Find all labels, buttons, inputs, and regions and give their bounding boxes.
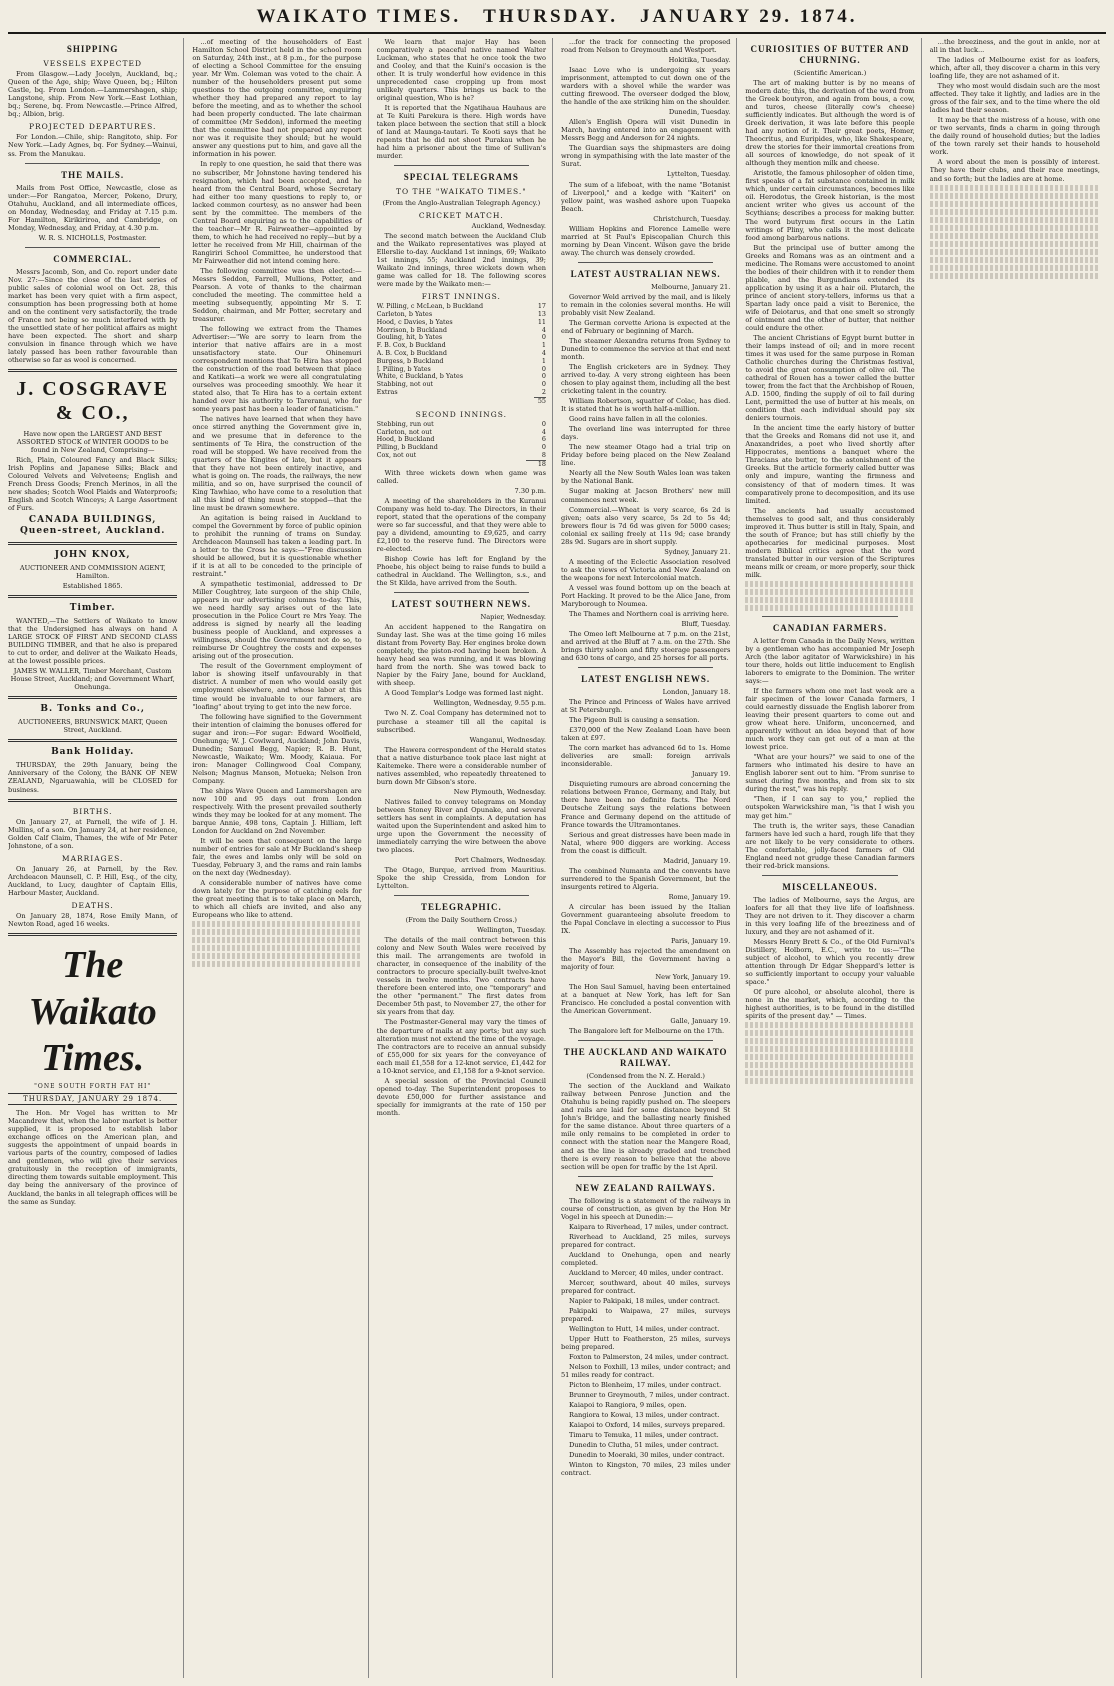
marriages-heading: MARRIAGES. — [61, 853, 124, 863]
list-item: Upper Hutt to Featherston, 25 miles, surveys being prepared. — [560, 1335, 731, 1352]
leader-text: The Hon. Mr Vogel has written to Mr Macandrew that, when the labor market is better supplied, it is proposed to establish labor exchange offices on the American plan, and suggests the appointment of unpaid boards in various parts of the country, composed of ladies and gentlemen, who will give their services gratuitously in the reception of immigrants, directing them towards suitable employment. This day being the anniversary of the province of Auckland, the banks in all telegraph offices will be the same as Sunday. — [8, 1109, 178, 1206]
list-item: Winton to Kingston, 70 miles, 23 miles under contract. — [560, 1461, 731, 1478]
tonks-ad-sub: AUCTIONEERS, BRUNSWICK MART, Queen Street, Auckland. — [17, 718, 168, 735]
divider — [8, 696, 177, 699]
railway-heading: THE AUCKLAND AND WAIKATO RAILWAY. — [563, 1047, 728, 1069]
article-text: The following is a statement of the railways in course of construction, as given by the Hon Mr Vogel in his speech at Dunedin:— — [560, 1196, 731, 1221]
dateline-place: New Plymouth, Wednesday. — [453, 787, 546, 796]
table-row: Gouling, hit, b Yates 0 — [376, 333, 546, 342]
telegrams-subheading: TO THE "WAIKATO TIMES." — [395, 187, 527, 197]
butter-source: (Scientific American.) — [793, 68, 867, 77]
article-text: A meeting of the shareholders in the Kuranui Company was held to-day. The Directors, in their report, stated that the operations of the company were so far successful, and that they were able to pay a dividend, amounting to £9,625, and carry £2,100 to the reserve fund. The Directors were re-elected. — [376, 496, 546, 553]
article-text: It may be that the mistress of a house, with one or two servants, finds a charm in going through the daily round of household duties; but the ladies of the town rarely set their hands to household work. — [929, 116, 1100, 157]
list-item: Nelson to Foxhill, 13 miles, under contract; and 51 miles ready for contract. — [560, 1363, 731, 1380]
article-text: A Good Templar's Lodge was formed last night. — [384, 689, 544, 698]
dateline-place: Wellington, Wednesday, 9.55 p.m. — [433, 699, 546, 708]
list-item: Napier to Pakipaki, 18 miles, under contract. — [568, 1296, 720, 1305]
dateline-place: Dunedin, Tuesday. — [668, 108, 731, 117]
article-text: Good rains have fallen in all the colonies. — [568, 415, 708, 424]
first-innings-table — [377, 303, 546, 406]
table-row: Stebbing, run out 0 — [376, 419, 546, 428]
article-text: Messrs Henry Brett & Co., of the Old Furnival's Distillery, Holborn, E.C., write to us:—"The subject of alcohol, to which you recently drew attention through Dr Edgar Sheppard's letter is so sufficiently important to occupy your valuable space." — [745, 937, 915, 986]
faded-text — [745, 1038, 914, 1044]
dateline-place: Wanganui, Wednesday. — [469, 735, 546, 744]
faded-text — [745, 1054, 914, 1060]
faded-text — [930, 233, 1100, 239]
article-text: A vessel was found bottom up on the beach at Port Hacking. It proved to be the Alice Jane, from Maryborough to Noumea. — [560, 583, 731, 608]
cosgrave-ad-heading: J. COSGRAVE & CO., — [16, 378, 170, 425]
faded-text — [930, 257, 1100, 263]
article-text: It is reported that the Ngatihaua Hauhaus are at Te Kuiti Parekura is there. High words have taken place between the section that still a block of land at Maunga-tautari. Te Kooti says that he repents that he did not shoot Purakau when he had him a prisoner about the time of Sullivan's murder. — [376, 104, 546, 161]
dateline-place: Sydney, January 21. — [664, 547, 731, 556]
article-text: The natives have learned that when they have once stirred anything the Government give in, and we presume that in deference to the sentiments of Te Hira, the construction of the road will be stopped. We have received from the quarters of the Kingites of late, but it appears that they have not been entirely inactive, and what is going on. The roads, the railways, the new militia, and so on, have surprised the council of King Tawhiao, who have come to a resolution that all this kind of thing must be stopped—that the line must be drawn somewhere. — [192, 415, 362, 512]
dateline-place: Napier, Wednesday. — [480, 613, 546, 622]
article-text: The Hawera correspondent of the Herald states that a native disturbance took place last night at Kaitemeke. There were a considerable number of natives assembled, who repeatedly threatened to burn down Mr Gibson's store. — [376, 745, 546, 786]
article-text: A circular has been issued by the Italian Government guaranteeing absolute freedom to the Papal Conclave in electing a successor to Pius IX. — [560, 902, 731, 935]
dateline-place: Bluff, Tuesday. — [681, 619, 731, 628]
article-text: William Robertson, squatter of Colac, has died. It is stated that he is worth half-a-million. — [560, 397, 731, 414]
divider — [578, 1040, 714, 1041]
butter-heading: CURIOSITIES OF BUTTER AND CHURNING. — [750, 44, 910, 65]
article-text: The ladies of Melbourne exist for as loafers, which, after all, they discover a charm in this very loafing life, they are not ashamed of it. — [929, 56, 1100, 81]
table-row: Extras 2 — [376, 388, 546, 397]
article-text: The Postmaster-General may vary the times of the departure of mails at any ports; but any such alteration must not extend the time of the voyage. The contractors are to receive an annual subsidy of £55,000 for six years for the conveyance of each mail £1,558 for a 12-knot service, £1,442 for a 10-knot service, and £1,158 for a 9-knot service. — [376, 1018, 546, 1075]
article-text: The ships Wave Queen and Lammershagen are now 100 and 95 days out from London respectively. With the present prevailed southerly winds they may be looked for at any moment. The barque Annie, 498 tons, Captain J. Hilliam, left London for Auckland on 2nd November. — [192, 786, 362, 835]
dateline-place: Port Chalmers, Wednesday. — [454, 856, 546, 864]
faded-text — [192, 937, 361, 943]
article-text: The steamer Alexandra returns from Sydney to Dunedin to commence the service at that end next month. — [560, 336, 731, 361]
article-text: Governor Weld arrived by the mail, and is likely to remain in the colonies several months. He will probably visit New Zealand. — [560, 292, 731, 317]
paper-title: The Waikato Times. — [28, 944, 157, 1079]
article-text: A sympathetic testimonial, addressed to Dr Miller Coughtrey, late surgeon of the ship Chile, appears in our advertising columns to-day. This, we need hardly say arises out of the late prosecution in the Police Court re Mrs Yeay. The address is signed by nearly all the leading business people of Auckland, and expresses a willingness, should the Government not do so, to reimburse Dr Coughtrey the costs and expenses arising out of the prosecution. — [192, 580, 362, 661]
faded-text — [745, 1062, 914, 1068]
faded-text — [930, 249, 1100, 255]
article-text: Nearly all the New South Wales loan was taken by the National Bank. — [560, 469, 731, 486]
article-text: The result of the Government employment of labor is showing itself unfavourably in that district. A number of men who would easily get employment elsewhere, and whose labor at this time would be invaluable to our farmers, are "loafing" about trying to get into the new force. — [192, 662, 362, 711]
article-text: A word about the men is possibly of interest. They have their clubs, and their race meetings, and so forth; but the ladies are at home. — [929, 158, 1100, 183]
article-text: A letter from Canada in the Daily News, written by a gentleman who has accompanied Mr Joseph Arch (the labor agitator of Warwickshire) in his tour there, holds out little inducement to English laborers to emigrate to the Dominion. The writer says:— — [745, 636, 915, 685]
article-text: It will be seen that consequent on the large number of entries for sale at Mr Buckland's sheep fair, the ewes and lambs only will be sold on Tuesday, February 3, and the rams and rain lambs on the next day (Wednesday). — [192, 837, 362, 878]
article-text: An accident happened to the Rangatira on Sunday last. She was at the time going 16 miles distant from Poverty Bay. Her engines broke down completely, the piston-rod having been broken. A heavy head sea was running, and it was blowing hard from the north. She was towed back to Napier by the Fairy Jane, bound for Auckland, with sheep. — [376, 623, 546, 688]
divider — [25, 247, 160, 248]
dateline-place: Christchurch, Tuesday. — [653, 214, 731, 223]
cosgrave-ad-items: Rich, Plain, Coloured Fancy and Black Silks; Irish Poplins and Japanese Silks; Black and Coloured Velvets and Velveteens; English and French Dress Goods; French Merinos, in all the new shades; Scotch Wool Plaids and Waterproofs; English and Scotch Winceys; A Large Assortment of Furs. — [8, 455, 178, 513]
table-row: Pilling, b Buckland 0 — [376, 443, 546, 452]
divider — [8, 595, 177, 598]
article-text: We learn that major Hay has been comparatively a peaceful native named Walter Luckman, who states that he once took the two and Cooley, and that the Kuini's occasion is the other. It is truly wonderful how evidence in this unprecedented case cropping up from most unlikely quarters. This brings us back to the original question, Who is he? — [376, 38, 546, 103]
table-row: Carleton, b Yates 13 — [376, 309, 546, 318]
faded-text — [930, 273, 1100, 279]
dateline-place: January 19. — [691, 770, 731, 779]
divider — [8, 369, 177, 372]
list-item: Brunner to Greymouth, 7 miles, under contract. — [568, 1391, 730, 1400]
list-item: Kaiapoi to Rangiora, 9 miles, open. — [568, 1401, 687, 1410]
telegrams-heading: SPECIAL TELEGRAMS — [403, 172, 519, 183]
list-item: Wellington to Hutt, 14 miles, under contract. — [568, 1325, 720, 1333]
faded-text — [745, 605, 914, 611]
table-row: Stabbing, not out 0 — [376, 380, 546, 389]
article-text: The Bangalore left for Melbourne on the 17th. — [568, 1027, 725, 1036]
article-text: "Then, if I can say to you," replied the outspoken Warwickshire man, "is that I wish you may get him." — [745, 795, 915, 820]
southern-news-heading: LATEST SOUTHERN NEWS. — [391, 599, 532, 610]
divider — [25, 163, 160, 164]
divider — [394, 165, 529, 166]
article-text: Commercial.—Wheat is very scarce, 6s 2d is given; oats also very scarce, 5s 2d to 5s 4d; brewers flour is 7d 6d was given for 5000 cases; colonial ex sailing freely at 11s 9d; case brandy 28s 9d. Sugars are in short supply. — [560, 505, 731, 546]
article-text: The details of the mail contract between this colony and New South Wales were received by this mail. The arrangements are twofold in character, in consequence of the inability of the contractors to procure specially-built twelve-knot vessels in twelve months. Two contracts have therefore been entered into, one "temporary" and the other "permanent." The first dates from December 5th past, to November 27, the other for six years from that day. — [376, 936, 546, 1017]
article-text: They who most would disdain such are the most affected. They take it lightly, and ladies are in the gross of the fair sex, and to the time where the old ladies had their season. — [929, 82, 1100, 115]
table-row: Carleton, not out 4 — [376, 427, 546, 436]
paper-dateline: THURSDAY, JANUARY 29 1874. — [8, 1093, 177, 1106]
list-item: Pakipaki to Waipawa, 27 miles, surveys prepared. — [560, 1306, 731, 1323]
article-text: The sum of a lifeboat, with the name "Botanist of Liverpool," and a kedge with "Kaiteri" on yellow paint, was washed ashore upon Tuapeka Beach. — [560, 180, 731, 213]
deaths-heading: DEATHS. — [71, 901, 114, 911]
mails-signature: W. R. S. NICHOLLS, Postmaster. — [38, 233, 147, 242]
faded-text — [745, 1078, 914, 1084]
knox-ad-est: Established 1865. — [62, 582, 123, 591]
column-1 — [8, 38, 184, 1678]
births-text: On January 27, at Parnell, the wife of J. H. Mullins, of a son. On January 24, at her residence, Golden Calf Claim, Thames, the wife of Mr Peter Johnstone, of a son. — [8, 817, 178, 850]
divider — [394, 592, 529, 593]
masthead-title: WAIKATO TIMES. — [256, 6, 462, 27]
table-row: F. B. Cox, b Buckland 1 — [376, 341, 546, 350]
divider — [578, 1176, 714, 1177]
list-item: Timaru to Temuka, 11 miles, under contract. — [568, 1431, 719, 1440]
telegrams-source: (From the Anglo-Australian Telegraph Agency.) — [382, 198, 541, 207]
dateline-place: Madrid, January 19. — [663, 856, 731, 865]
table-row: Burgess, b Buckland 1 — [376, 356, 546, 365]
tonks-ad-heading: B. Tonks and Co., — [40, 704, 145, 715]
article-text: The English cricketers are in Sydney. They arrived to-day. A very strong eighteen has been chosen to play against them, including all the best cricketing talent in the country. — [560, 363, 731, 396]
article-text: "What are your hours?" we said to one of the farmers who intimated his desire to have an English laborer sent out to him. "From sunrise to sunset during five months, and from six to six during the rest," was his reply. — [745, 753, 915, 794]
dateline-place: New York, January 19. — [655, 973, 731, 982]
faded-text — [745, 1046, 914, 1052]
faded-text — [930, 241, 1100, 247]
divider — [8, 933, 177, 936]
faded-text — [745, 589, 914, 595]
table-row: W. Pilling, c McLean, b Buckland 17 — [376, 302, 546, 311]
article-text: Isaac Love who is undergoing six years imprisonment, attempted to cut down one of the warders with a shovel while the warder was cutting firewood. The overseer dodged the blow, the handle of the axe striking him on the shoulder. — [560, 66, 731, 107]
list-item: Kaiapoi to Oxford, 14 miles, surveys prepared. — [568, 1421, 725, 1430]
faded-text — [930, 265, 1100, 271]
article-text: The ancients had usually accustomed themselves to good salt, and thus considerably improved it. Thus butter is still in Italy, Spain, and the south of France; but has still chiefly by the apothecaries for medicinal purposes. Most modern Biblical critics agree that the word translated butter in our version of the Scriptures means milk or cream, or more properly, sour thick milk. — [745, 506, 915, 579]
article-text: ...for the track for connecting the proposed road from Nelson to Greymouth and Westport. — [560, 38, 731, 55]
second-innings-table — [377, 421, 546, 469]
timber-ad-heading: Timber. — [69, 603, 116, 614]
faded-text — [192, 945, 361, 951]
article-text: The following we extract from the Thames Advertiser:—"We are sorry to learn from the interior that native affairs are in a most unsatisfactory state. Our Ohinemuri correspondent mentions that Te Hira has stopped the construction of the road between that place and Katikati—a work we were all congratulating ourselves was proceeding smoothly. We hear it stated also, that Te Hira has to a certain extent handed over his authority to Tareranui, who for some years past has been a leader of fanaticism." — [192, 325, 362, 414]
faded-text — [930, 193, 1100, 199]
faded-text — [745, 1022, 914, 1028]
dateline-place: London, January 18. — [662, 688, 731, 697]
list-item: Kaipara to Riverhead, 17 miles, under contract. — [568, 1222, 729, 1231]
column-3 — [377, 38, 553, 1678]
article-text: William Hopkins and Florence Lamelle were married at St Paul's Episcopalian Church this morning by Dean Vincent. Wilson gave the bride away. The church was densely crowded. — [560, 224, 731, 257]
divider — [8, 739, 177, 742]
article-text: Disquieting rumours are abroad concerning the relations between France, Germany, and Italy, but there have been no definite facts. The Nord Deutsche Zeitung says the relations between France and Germany depend on the attitude of France towards the Ultramontanes. — [560, 780, 731, 829]
faded-text — [745, 1070, 914, 1076]
article-text: But the principal use of butter among the Greeks and Romans was as an ointment and a medicine. The Romans were accustomed to anoint the bodies of their children with it to render them pliable, and the Burgundians extended its application by using it as a hair oil. Plutarch, the prince of ancient story-tellers, informs us that a Spartan lady once paid a visit to Berenice, the wife of Deiotarus, and that one smelt so strongly of ointment and the other of butter, that neither could endure the other. — [745, 243, 915, 332]
article-text: £370,000 of the New Zealand Loan have been taken at £97. — [560, 726, 731, 743]
faded-text — [745, 581, 914, 587]
column-6 — [930, 38, 1106, 1678]
list-item: Dunedin to Clutha, 51 miles, under contract. — [568, 1441, 719, 1450]
article-text: Serious and great distresses have been made in Natal, where 900 diggers are working. Access from the coast is difficult. — [560, 830, 731, 855]
article-text: A considerable number of natives have come down lately for the purpose of catching eels for the great meeting that is to take place on March, to which all chiefs are invited, and also any Europeans who like to attend. — [192, 879, 362, 920]
article-text: The section of the Auckland and Waikato railway between Penrose Junction and the Otahuhu is being rapidly pushed on. The sleepers and rails are laid for some distance beyond St John's Bridge, and the ballasting nearly finished for the same distance. About three quarters of a mile only remains to be completed in order to connect with the station near the Mangere Road, and as the line is already graded and trenched there is every reason to believe that the above section will be open for traffic by the 1st April. — [560, 1082, 731, 1171]
list-item: Dunedin to Moeraki, 30 miles, under contract. — [568, 1451, 725, 1460]
cricket-after: With three wickets down when game was called. — [376, 468, 546, 485]
table-row: J. Pilling, b Yates 0 — [376, 364, 546, 373]
list-item: Auckland to Onehunga, open and nearly completed. — [560, 1250, 731, 1267]
table-row: Morrison, b Buckland 4 — [376, 325, 546, 334]
english-news-heading: LATEST ENGLISH NEWS. — [581, 674, 711, 685]
dateline-place: Lyttelton, Tuesday. — [666, 170, 731, 179]
list-item: Riverhead to Auckland, 25 miles, surveys prepared for contract. — [560, 1232, 731, 1249]
article-text: The new steamer Otago had a trial trip on Friday before being placed on the New Zealand line. — [560, 443, 731, 468]
article-text: The following have signified to the Government their intention of claiming the bonuses offered for sugar and iron:—For sugar: Edward Woolfield, Onehunga; W. J. Cowlward, Auckland; John Davis, Dunedin; Samuel Begg, Napier; R. B. Hunt, Newcastle, Waikato; Wm. Moody, Kaiaua. For iron: Manager Collingwood Coal Company, Nelson; Magnus Manson, Motueka; Nelson Iron Company. — [192, 712, 362, 785]
mails-text: Mails from Post Office, Newcastle, close as under:—For Rangatoa, Mercer, Pokeno, Drury, Otahuhu, Auckland, and all intermediate offices, on Monday, Wednesday, and Friday at 7.15 p.m. For Hamilton, Kirikiriroa, and Cambridge, on Monday, Wednesday, and Friday, at 4.30 p.m. — [8, 183, 178, 232]
divider — [578, 667, 714, 668]
article-text: The ancient Christians of Egypt burnt butter in their lamps instead of oil; and in more recent times it was used for the same purpose in Roman Catholic churches during the Christmas festival, to avoid the great consumption of olive oil. The cathedral of Rouen has a tower called the butter tower, from the fact that the Archbishop of Rouen, A.D. 1500, finding the supply of oil to fail during Lent, permitted the use of butter at his meals, on condition that each individual should pay six deniers tournois. — [745, 333, 915, 423]
table-row: Hood, c Davies, b Yates 11 — [376, 317, 546, 326]
vessels-heading: VESSELS EXPECTED — [43, 58, 142, 68]
commercial-text: Messrs Jacomb, Son, and Co. report under date Nov. 27:—Since the close of the last series of public sales of colonial wool on Oct. 28, this market has been very quiet with a firm aspect, consumption has been progressing both at home and on the continent very satisfactorily, the trade of France not being so much interfered with by the unsettled state of her political affairs as might have been expected. The short and sharp convulsion in finance through which we have lately passed has been rather favourable than otherwise so far as wool is concerned. — [8, 267, 178, 365]
dateline-place: Hokitika, Tuesday. — [668, 56, 731, 65]
faded-text — [930, 225, 1100, 231]
divider — [762, 616, 897, 617]
column-5 — [745, 38, 921, 1678]
knox-ad-heading: JOHN KNOX, — [54, 550, 131, 561]
article-text: A meeting of the Eclectic Association resolved to ask the views of Victoria and New Zealand on the weapons for next Intercolonial match. — [560, 557, 731, 582]
faded-text — [930, 209, 1100, 215]
article-text: An agitation is being raised in Auckland to compel the Government by force of public opinion to prohibit the running of trams on Sunday. Archdeacon Maunsell has taken a leading part. In a letter to the Cross he says:—"Free discussion should be allowed, but it is questionable whether if it is at all to be conceded to the principle of restraint." — [192, 513, 362, 579]
article-text: Aristotle, the famous philosopher of olden time, first speaks of a fat substance contained in milk which, under certain circumstances, becomes like oil. Herodotus, the Greek historian, is the most ancient writer who gives us account of the Scythians; describes a process for making butter. The word butyrum first occurs in the Latin writings of Pliny, who calls it the most delicate food among barbarous nations. — [745, 169, 915, 242]
list-item: Foxton to Palmerston, 24 miles, under contract. — [568, 1353, 729, 1362]
dateline-place: Wellington, Tuesday. — [476, 926, 546, 935]
table-row: Cox, not out 8 — [376, 451, 546, 460]
masthead — [8, 6, 1106, 34]
article-text: Allen's English Opera will visit Dunedin in March, having entered into an engagement with Messrs Begg and Anderson for 24 nights. — [560, 118, 731, 143]
commercial-heading: COMMERCIAL. — [53, 253, 133, 264]
article-text: The Prince and Princess of Wales have arrived at St Petersburgh. — [560, 698, 731, 715]
cricket-time: 7.30 p.m. — [514, 486, 546, 495]
faded-text — [745, 597, 914, 603]
article-text: Natives failed to convey telegrams on Monday between Stoney River and Opunake, and several settlers has sent in complaints. A deputation has waited upon the Superintendent and asked him to urge upon the Government the necessity of immediately carrying the wire between the above two places. — [376, 797, 546, 854]
telegraphic-heading: TELEGRAPHIC. — [420, 902, 502, 913]
article-text: The corn market has advanced 6d to 1s. Home deliveries are small: foreign arrivals inconsiderable. — [560, 744, 731, 769]
article-text: ...of meeting of the householders of East Hamilton School District held in the school room on Saturday, 24th inst., at 8 p.m., for the purpose of electing a School Committee for the ensuing year. Mr Wm. Coleman was voted to the chair. A number of the householders present put some questions to the outgoing committee, enquiring whether they had prepared any report to lay before the meeting, and as to whether the school had been properly conducted. The late chairman of committee (Mr Seddon), informed the meeting that the committee had not prepared any report nor was it requisite they should; but he would answer any questions put to him, and gave all the information in his power. — [192, 38, 362, 159]
canada-buildings: CANADA BUILDINGS, Queen-street, Auckland. — [19, 515, 166, 537]
faded-text — [192, 929, 361, 935]
waller-ad: JAMES W. WALLER, Timber Merchant, Custom House Street, Auckland; and Government Wharf, Onehunga. — [10, 667, 175, 692]
canadian-farmers-heading: CANADIAN FARMERS. — [772, 622, 888, 633]
article-text: ...the breeziness, and the gout in ankle, nor at all in that luck... — [929, 38, 1100, 55]
faded-text — [930, 217, 1100, 223]
article-text: In the ancient time the early history of butter that the Greeks and Romans did not use it, and Anaxandrides, a poet who lived shortly after Hippocrates, mentions a banquet where the Thracians ate butter, to the astonishment of the Greeks. But the article formerly called butter was only and impure, wanting the firmness and consistency of that of modern times. It was comparatively prone to decomposition, and its use limited. — [745, 424, 915, 505]
table-row: White, c Buckland, b Yates 0 — [376, 372, 546, 381]
article-text: Sugar making at Jacson Brothers' new mill commences next week. — [560, 487, 731, 504]
births-heading: BIRTHS. — [72, 806, 113, 816]
marriages-text: On January 26, at Parnell, by the Rev. Archdeacon Maunsell, C. P. Hill, Esq., of the city, Auckland, to Lucy, daughter of Captain Ellis, Harbour Master, Auckland. — [8, 864, 178, 898]
cricket-place: Auckland, Wednesday. — [471, 221, 546, 230]
vessels-text: From Glasgow.—Lady Jocelyn, Auckland, bq.; Queen of the Age, ship; Wave Queen, bq.; Hilton Castle, bq. From London.—Lammershagen, ship; Langstone, ship. From New York.—East Lothian, bq.; Serene, bq. From Newcastle.—Prince Alfred, bq.; Albion, brig. — [8, 70, 178, 119]
table-row: A. B. Cox, b Buckland 4 — [376, 349, 546, 358]
divider — [394, 895, 529, 896]
cricket-heading: CRICKET MATCH. — [418, 210, 504, 220]
faded-text — [745, 1030, 914, 1036]
shipping-heading: SHIPPING — [66, 44, 119, 54]
list-item: Picton to Blenheim, 17 miles, under contract. — [568, 1381, 722, 1390]
paper-motto: "ONE SOUTH FORTH FAT HI" — [34, 1083, 152, 1091]
article-text: The ladies of Melbourne, says the Argus, are loafers for all that they live life of loafishness. They are not driven to it. They discover a charm in this very loafing life of the breeziness and of luxury, and they are not ashamed of it. — [745, 895, 915, 936]
faded-text — [930, 185, 1100, 191]
faded-text — [192, 961, 361, 967]
faded-text — [192, 921, 361, 927]
first-innings-heading: FIRST INNINGS. — [421, 292, 501, 301]
article-text: The Thames and Northern coal is arriving here. — [568, 609, 729, 618]
dateline-place: Melbourne, January 21. — [651, 282, 731, 291]
masthead-date: JANUARY 29. 1874. — [640, 6, 858, 27]
dateline-place: Galle, January 19. — [670, 1017, 731, 1026]
list-item: Auckland to Mercer, 40 miles, under contract. — [568, 1268, 724, 1277]
timber-ad-text: WANTED,—The Settlers of Waikato to know that the Undersigned has always on hand A LARGE STOCK OF FIRST AND SECOND CLASS BUILDING TIMBER, and that he also is prepared to cut to order, and deliver at the Waikato Heads, at the lowest possible prices. — [8, 617, 178, 666]
article-text: Two N. Z. Coal Company has determined not to purchase a steamer till all the capital is subscribed. — [376, 709, 546, 734]
article-text: The truth is, the writer says, these Canadian farmers have led such a hard, rough life that they are not likely to be very considerate to others. The comfortable, jolly-faced farmers of Old England need not grudge these Canadian farmers their red-brick mansions. — [745, 821, 915, 870]
article-text: The Otago, Burque, arrived from Mauritius. Spoke the ship Cressida, from London for Lyttelton. — [376, 866, 546, 891]
table-row: Hood, b Buckland 6 — [376, 435, 546, 444]
column-2 — [192, 38, 368, 1678]
list-item: Mercer, southward, about 40 miles, surveys prepared for contract. — [560, 1278, 731, 1295]
cosgrave-ad-sub: Have now open the LARGEST AND BEST ASSORTED STOCK of WINTER GOODS to be found in New Zealand, Comprising— — [16, 429, 169, 454]
second-innings-heading: SECOND INNINGS. — [415, 409, 507, 419]
article-text: If the farmers whom one met last week are a fair specimen of the lower Canada farmers, I could earnestly dissuade the English laborer from leaving their present quarters to come out and grow wheat here. Uniform, unconcerned, and apparently without an idea beyond that of how much work they can get out of a man at the lowest price. — [745, 687, 915, 752]
article-text: Of pure alcohol, or absolute alcohol, there is none in the market, which, according to the highest authorities, is to be found in the distilled spirits of the present day." — Times. — [745, 988, 915, 1021]
list-item: Rangiora to Kowai, 13 miles, under contract. — [568, 1411, 720, 1420]
article-text: A special session of the Provincial Council opened to-day. The Superintendent proposes to devote £50,000 for further assistance and specially for immigrants at the rate of 150 per month. — [376, 1076, 546, 1117]
mails-heading: THE MAILS. — [61, 169, 125, 180]
columns — [8, 38, 1106, 1678]
article-text: The art of making butter is by no means of modern date; this, the derivation of the word from the Greek boutyron, and again from bous, a cow, and turos, cheese (literally cow's cheese) sufficiently indicates. But although the word is of Greek derivation, it was late before this people had any notion of it. Their great poets, Homer, Theocritus, and Euripides, who, like Shakespeare, drew the stories for their immortal creations from all sources of knowledge, do not speak of it although they mention milk and cheese. — [745, 78, 915, 168]
article-text: Bishop Cowie has left for England by the Phoebe, his object being to raise funds to build a cathedral in Auckland. The Wellington, s.s., and the St Kilda, have arrived from the South. — [376, 555, 546, 588]
dateline-place: Rome, January 19. — [668, 892, 731, 901]
divider — [762, 875, 897, 876]
holiday-text: THURSDAY, the 29th January, being the Anniversary of the Colony, the BANK OF NEW ZEALAND, Ngaruawahia, will be CLOSED for business. — [8, 761, 178, 794]
article-text: The Omeo left Melbourne at 7 p.m. on the 21st, and arrived at the Bluff at 7 a.m. on the 27th. She brings thirty saloon and fifty steerage passengers and 630 tons of cargo, and 25 horses for all ports. — [560, 629, 731, 663]
article-text: The Assembly has rejected the amendment on the Mayor's Bill, the Government having a majority of four. — [560, 946, 731, 972]
faded-text — [192, 953, 361, 959]
railway-source: (Condensed from the N. Z. Herald.) — [586, 1072, 705, 1081]
masthead-day: THURSDAY. — [483, 6, 619, 27]
article-text: The Guardian says the shipmasters are doing wrong in sympathising with the late master of the Surat. — [560, 144, 731, 169]
table-row: 55 — [377, 397, 546, 405]
australian-news-heading: LATEST AUSTRALIAN NEWS. — [570, 268, 721, 279]
holiday-heading: Bank Holiday. — [51, 747, 135, 758]
divider — [8, 542, 177, 545]
deaths-text: On January 28, 1874, Rose Emily Mann, of Newton Road, aged 16 weeks. — [8, 912, 178, 929]
dateline-place: Paris, January 19. — [670, 936, 731, 945]
divider — [8, 799, 177, 802]
article-text: The overland line was interrupted for three days. — [560, 425, 731, 442]
article-text: The Pigeon Bull is causing a sensation. — [568, 716, 700, 725]
article-text: The combined Numanta and the convents have surrendered to the Spanish Government, but the insurgents retired to Algeria. — [560, 866, 731, 891]
article-text: The Hon Saul Samuel, having been entertained at a banquet at New York, has left for San Francisco. He concluded a postal convention with the American Government. — [560, 983, 731, 1016]
departures-heading: PROJECTED DEPARTURES. — [28, 122, 157, 132]
cricket-text: The second match between the Auckland Club and the Waikato representatives was played at Ellerslie to-day. Auckland 1st innings, 69; Waikato 1st innings, 55; Auckland 2nd innings, 39; Waikato 2nd innings, three wickets down when game was called for 18. The following scores were made by the Waikato men:— — [376, 231, 546, 288]
departures-text: For London.—Chile, ship: Rangitoto, ship. For New York.—Lady Agnes, bq. For Sydney.—Wainui, ss. From the Manukau. — [8, 133, 178, 158]
article-text: In reply to one question, he said that there was no subscriber, Mr Johnstone having tendered his resignation, which had been accepted, and he heard from the Central Board, whose Secretary had either too many questions to reply to, or lacked common courtesy, as no answer had been sent by the committee. The members of the Central Board enquiring as to the capabilities of the teacher—Mr R. Fairweather—appointed by them, to which he had received no reply—but by a letter he received from Mr Hill, chairman of the Rangiriri School Committee, he understood that Mr Fairweather did not intend coming here. — [192, 160, 362, 265]
miscellaneous-heading: MISCELLANEOUS. — [782, 881, 878, 892]
article-text: The following committee was then elected:—Messrs Seddon, Farrell, Mullions, Potter, and Pearson. A vote of thanks to the chairman concluded the meeting. The committee held a meeting subsequently, appointing Mr S. T. Seddon, chairman, and Mr Potter, secretary and treasurer. — [192, 266, 362, 324]
divider — [578, 262, 714, 263]
knox-ad-sub: AUCTIONEER AND COMMISSION AGENT, Hamilton. — [19, 564, 166, 581]
telegraphic-source: (From the Daily Southern Cross.) — [405, 916, 518, 925]
column-4 — [561, 38, 737, 1678]
table-row: 18 — [377, 460, 546, 468]
faded-text — [930, 201, 1100, 207]
nz-railways-heading: NEW ZEALAND RAILWAYS. — [575, 1182, 716, 1193]
article-text: The German corvette Ariona is expected at the end of February or beginning of March. — [560, 318, 731, 335]
